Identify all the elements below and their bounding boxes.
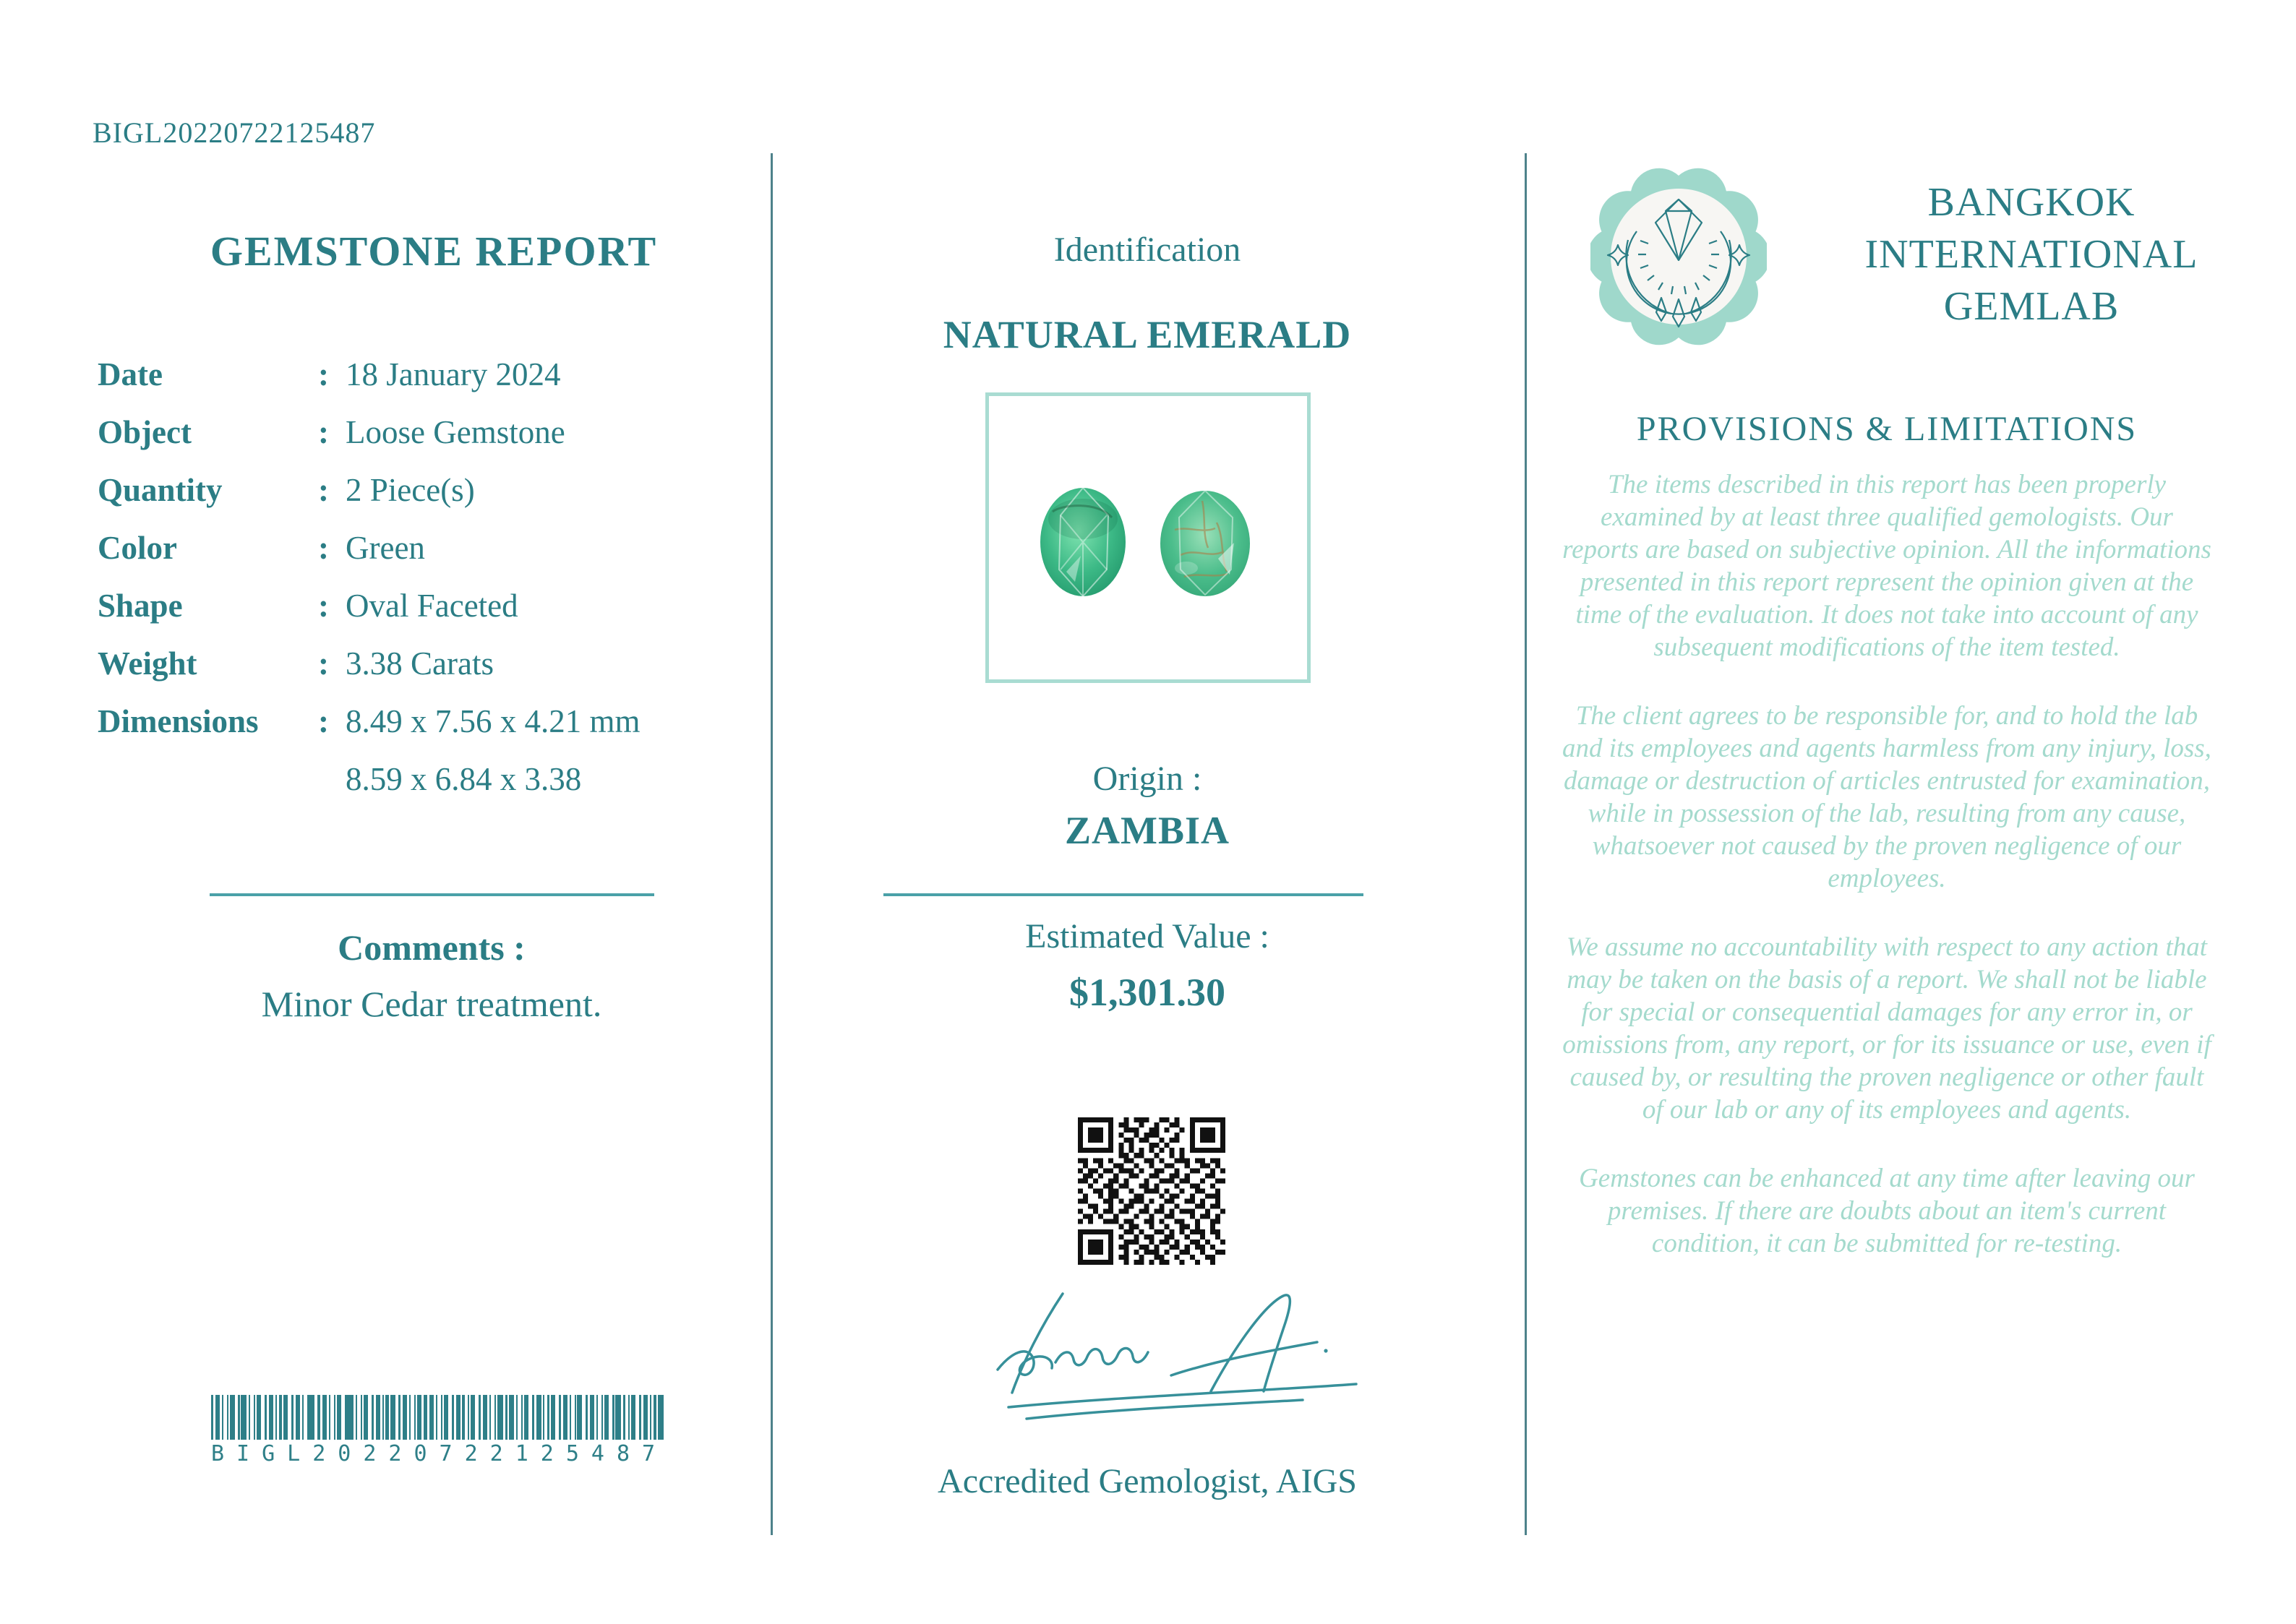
estimated-value-heading: Estimated Value : <box>1025 917 1269 955</box>
provisions-text <box>1562 468 2212 1296</box>
signature <box>954 1283 1374 1435</box>
report-number: BIGL20220722125487 <box>93 116 376 149</box>
field-label: Shape <box>98 588 183 624</box>
field-value: Loose Gemstone <box>346 414 565 450</box>
origin-value: ZAMBIA <box>1064 809 1230 852</box>
field-separator: : <box>318 530 329 566</box>
emerald-photo <box>989 396 1307 679</box>
qr-code <box>1078 1117 1225 1265</box>
comments-text: Minor Cedar treatment. <box>261 984 602 1024</box>
field-separator: : <box>318 472 329 508</box>
field-value: 18 January 2024 <box>346 356 561 392</box>
emerald-left <box>1040 488 1126 596</box>
detail-row-dimensions-2 <box>98 750 748 808</box>
field-separator: : <box>318 588 329 624</box>
field-value: Green <box>346 530 425 566</box>
provisions-paragraph: We assume no accountability with respect to any action that may be taken on the basis of a report. We shall not be liable for special or consequential damages for any error in, or omissions from, any report, or for its issuance or use, even if caused by, or resulting the proven negligence or other fault of our lab or any of its employees and agents. <box>1562 932 2211 1125</box>
field-label: Dimensions <box>98 703 259 739</box>
lab-name-line: GEMLAB <box>1943 284 2120 329</box>
report-title: GEMSTONE REPORT <box>210 228 658 275</box>
detail-row-object <box>98 403 748 461</box>
field-value: 2 Piece(s) <box>346 472 475 508</box>
field-separator: : <box>318 356 329 392</box>
emerald-right <box>1160 491 1250 596</box>
field-value: Oval Faceted <box>346 588 518 624</box>
field-separator: : <box>318 414 329 450</box>
field-value: 8.49 x 7.56 x 4.21 mm <box>346 703 641 739</box>
lab-name-line: BANGKOK <box>1927 180 2136 225</box>
provisions-paragraph: Gemstones can be enhanced at any time after leaving our premises. If there are doubts about an item's current condition, it can be submitted for re-testing. <box>1579 1164 2195 1258</box>
lab-name <box>1793 176 2270 332</box>
detail-row-date <box>98 345 748 403</box>
gem-name: NATURAL EMERALD <box>943 313 1352 356</box>
field-value: 8.59 x 6.84 x 3.38 <box>346 761 582 797</box>
report-details <box>98 345 748 808</box>
field-label: Weight <box>98 645 197 682</box>
origin-heading: Origin : <box>1092 760 1202 798</box>
comments-heading: Comments : <box>338 927 526 968</box>
field-label: Quantity <box>98 472 223 508</box>
field-value: 3.38 Carats <box>346 645 494 682</box>
field-separator: : <box>318 703 329 739</box>
gemlab-logo-icon <box>1590 160 1767 353</box>
field-separator: : <box>318 645 329 682</box>
estimated-value-divider-line <box>883 893 1363 896</box>
provisions-heading: PROVISIONS & LIMITATIONS <box>1636 410 2138 448</box>
comments-divider-line <box>210 893 654 896</box>
barcode <box>211 1395 665 1440</box>
identification-heading: Identification <box>1053 231 1241 269</box>
field-label: Object <box>98 414 192 450</box>
field-label: Color <box>98 530 177 566</box>
signatory-title: Accredited Gemologist, AIGS <box>938 1462 1357 1500</box>
field-label: Date <box>98 356 163 392</box>
column-divider-right <box>1525 153 1527 1535</box>
detail-row-dimensions <box>98 692 748 750</box>
lab-name-line: INTERNATIONAL <box>1864 232 2198 277</box>
detail-row-color <box>98 519 748 577</box>
estimated-value: $1,301.30 <box>1069 971 1225 1014</box>
barcode-text: BIGL20220722125487 <box>211 1441 668 1466</box>
provisions-paragraph: The items described in this report has been properly examined by at least three qualified gemologists. Our reports are based on subjective opinion. All the informations presented in this report represent the opinion given at the time of the evaluation. It does not take into account of any subsequent modifications of the item tested. <box>1562 470 2211 662</box>
detail-row-shape <box>98 577 748 635</box>
detail-row-quantity <box>98 461 748 519</box>
column-divider-left <box>771 153 773 1535</box>
provisions-paragraph: The client agrees to be responsible for, and to hold the lab and its employees and agents harmless from any injury, loss, damage or destruction of articles entrusted for examination, while in possession of the lab, resulting from any cause, whatsoever not caused by the proven negligence of our employees. <box>1562 701 2211 893</box>
gemstone-photo-frame <box>985 392 1311 683</box>
detail-row-weight <box>98 635 748 692</box>
